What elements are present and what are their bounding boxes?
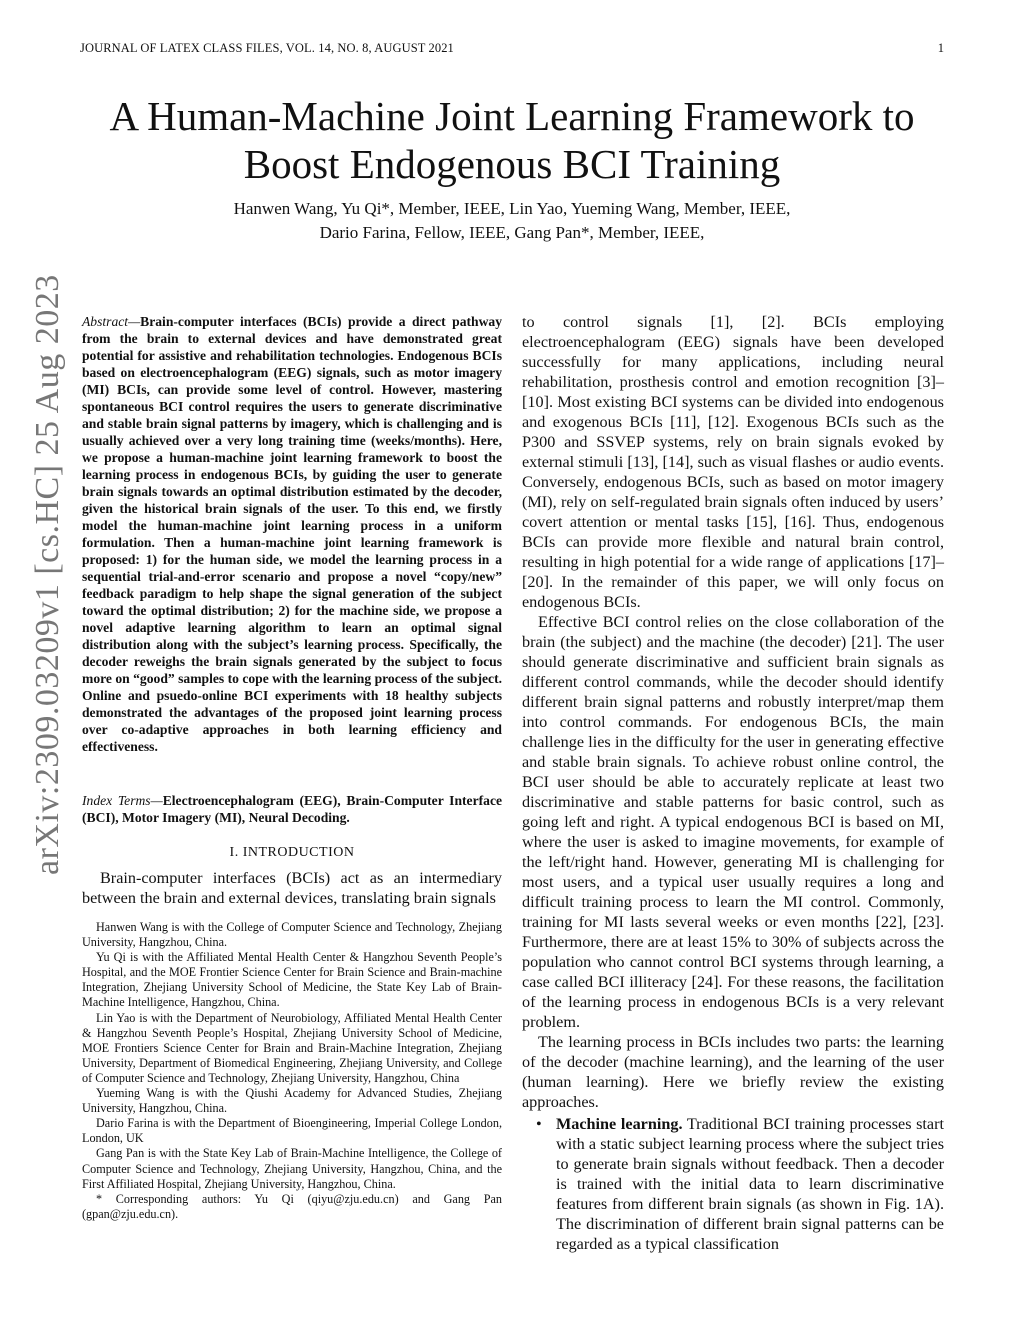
body-paragraph: Effective BCI control relies on the close collaboration of the brain (the subject) and the machine (the decoder) [21]. The user should generate discriminative and sufficient brain signals as different control commands, while the decoder should identify different brain signal patterns and robustly interpret/map them into control commands. For endogenous BCIs, the main challenge lies in the difficulty for the user in generating effective and stable brain signals. To achieve robust online control, the BCI user should be able to accurately replicate at least two discriminative and stable patterns for basic control, such as going left and right. A typical endogenous BCI is based on MI, where the user is asked to imagine movements, for example of the left/right hand. However, generating MI is challenging for most users, and a typical user usually requires a long and difficult training process to learn the MI control. Commonly, training for MI lasts several weeks or even months [22], [23]. Furthermore, there are at least 15% to 30% of subjects across the population who cannot control BCI systems through learning, a case called BCI illiteracy [24]. For these reasons, the facilitation of the learning process in endogenous BCIs is a very relevant problem.: [522, 613, 944, 1031]
bullet-label: Machine learning.: [556, 1115, 683, 1133]
bullet-icon: •: [536, 1115, 542, 1133]
footnote: Lin Yao is with the Department of Neurobiology, Affiliated Mental Health Center & Hangzhou Seventh People’s Hospital, Zhejiang University School of Medicine, MOE Frontiers Science Center for Brain and Brain-Machine Integration, Zhejiang University, Department of Biomedical Engineering, Zhejiang University, and College of Computer Science and Technology, Zhejiang University, Hangzhou, China: [82, 1010, 502, 1085]
page-number: 1: [937, 41, 944, 55]
author-list: [80, 197, 944, 245]
abstract-text: Brain-computer interfaces (BCIs) provide a direct pathway from the brain to external devices and have demonstrated great potential for assistive and rehabilitation technologies. Endogenous BCIs based on electroencephalogram (EEG) signals, such as motor imagery (MI) BCIs, can provide some level of control. However, mastering spontaneous BCI control requires the users to generate discriminative and stable brain signal patterns by imagery, which is challenging and is usually achieved over a very long training time (weeks/months). Here, we propose a human-machine joint learning framework to boost the learning process in endogenous BCIs, by guiding the user to generate brain signals towards an optimal distribution estimated by the decoder, given the historical brain signals of the user. To this end, we firstly model the human-machine joint learning process in a uniform formulation. Then a human-machine joint learning framework is proposed: 1) for the human side, we model the learning process in a sequential trial-and-error scenario and propose a novel “copy/new” feedback paradigm to help shape the signal generation of the subject toward the optimal distribution; 2) for the machine side, we propose a novel adaptive learning algorithm to learn an optimal signal distribution along with the subject’s learning process. Specifically, the decoder reweighs the brain signals generated by the subject to focus more on “good” samples to cope with the learning process of the subject. Online and psuedo-online BCI experiments with 18 healthy subjects demonstrated the advantages of the proposed joint learning process over co-adaptive approaches in both learning efficiency and effectiveness.: [82, 314, 502, 754]
paper-title: A Human-Machine Joint Learning Framework to Boost Endogenous BCI Training: [109, 93, 915, 187]
arxiv-stamp: arXiv:2309.03209v1 [cs.HC] 25 Aug 2023: [29, 274, 66, 875]
body-paragraph: The learning process in BCIs includes two parts: the learning of the decoder (machine learning), and the learning of the user (human learning). Here we briefly review the existing approaches.: [522, 1033, 944, 1111]
index-terms-text: Electroencephalogram (EEG), Brain-Computer Interface (BCI), Motor Imagery (MI), Neural Decoding.: [82, 793, 503, 825]
intro-paragraph: Brain-computer interfaces (BCIs) act as an intermediary between the brain and external devices, translating brain signals: [82, 869, 502, 907]
bullet-text: Traditional BCI training processes start with a static subject learning process where the subject tries to generate brain signals without feedback. Then a decoder is trained with the initial data to learn discriminative features from different brain signals (as shown in Fig. 1A). The discrimination of different brain signal patterns can be regarded as a typical classification: [556, 1115, 944, 1253]
footnote: Hanwen Wang is with the College of Computer Science and Technology, Zhejiang University, Hangzhou, China.: [82, 920, 502, 950]
author-line-2: Dario Farina, Fellow, IEEE, Gang Pan*, Member, IEEE,: [319, 223, 705, 242]
index-terms: [82, 792, 502, 826]
author-line-1: Hanwen Wang, Yu Qi*, Member, IEEE, Lin Yao, Yueming Wang, Member, IEEE,: [233, 199, 791, 218]
footnote: Yu Qi is with the Affiliated Mental Health Center & Hangzhou Seventh People’s Hospital, and the MOE Frontier Science Center for Brain Science and Brain-machine Integration, Zhejiang University School of Medicine, the State Key Lab of Brain-Machine Intelligence, Hangzhou, China.: [82, 950, 502, 1010]
right-column-body: [522, 312, 944, 1254]
index-terms-label: Index Terms—: [82, 793, 163, 808]
footnote: Dario Farina is with the Department of Bioengineering, Imperial College London, London, UK: [82, 1116, 502, 1146]
abstract: [82, 313, 502, 755]
footnotes: [82, 920, 502, 1222]
body-paragraph: to control signals [1], [2]. BCIs employing electroencephalogram (EEG) signals have been developed successfully for many applications, including neural rehabilitation, prosthesis control and emotion recognition [3]–[10]. Most existing BCI systems can be divided into endogenous and exogenous BCIs [11], [12]. Exogenous BCIs such as the P300 and SSVEP systems, rely on brain signals evoked by external stimuli [13], [14], such as visual flashes or audio events. Conversely, endogenous BCIs, such as based on motor imagery (MI), rely on self-regulated brain signals often induced by users’ covert attention or mental tasks [15], [16]. Thus, endogenous BCIs can provide more flexible and natural brain control, resulting in high potential for a wide range of applications [17]–[20]. In the remainder of this paper, we will only focus on endogenous BCIs.: [522, 313, 944, 611]
journal-header: JOURNAL OF LATEX CLASS FILES, VOL. 14, NO. 8, AUGUST 2021: [80, 41, 454, 55]
footnote: * Corresponding authors: Yu Qi (qiyu@zju.edu.cn) and Gang Pan (gpan@zju.edu.cn).: [82, 1191, 502, 1221]
bullet-item-machine-learning: [522, 1114, 944, 1254]
section-heading-introduction: I. INTRODUCTION: [229, 845, 355, 860]
footnote: Gang Pan is with the State Key Lab of Brain-Machine Intelligence, the College of Computer Science and Technology, Zhejiang University, Hangzhou, China, and the First Affiliated Hospital, Zhejiang University, Hangzhou, China.: [82, 1146, 502, 1191]
footnote: Yueming Wang is with the Qiushi Academy for Advanced Studies, Zhejiang University, Hangzhou, China.: [82, 1086, 502, 1116]
abstract-label: Abstract—: [82, 314, 141, 329]
